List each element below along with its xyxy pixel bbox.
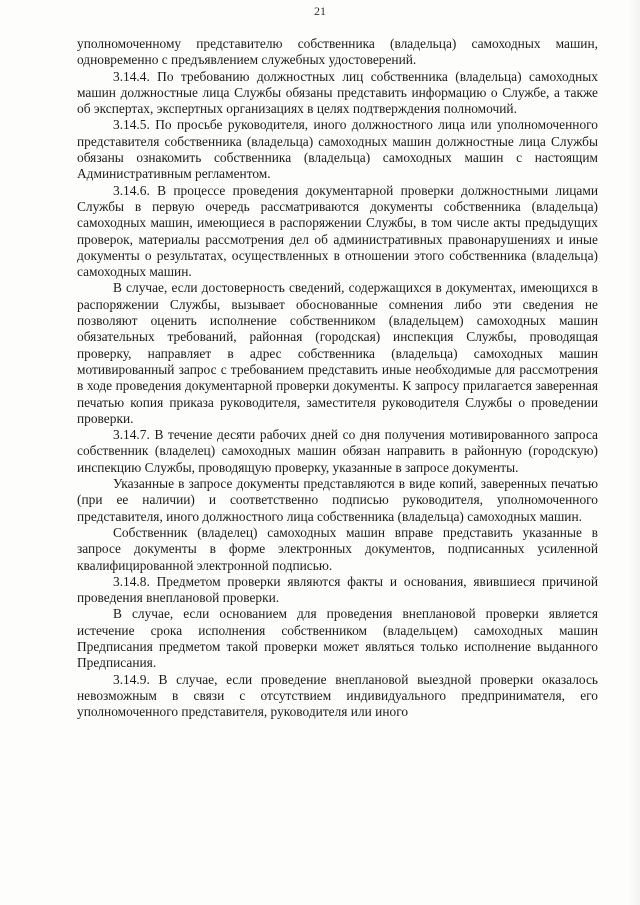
document-body: [77, 36, 598, 720]
paragraph-3-14-7-electronic: Собственник (владелец) самоходных машин вправе представить указанные в запросе документы в форме электронных документов, подписанных усиленной квалифицированной электронной подписью.: [77, 524, 598, 573]
scan-edge-shadow: [628, 0, 640, 905]
paragraph-continuation: уполномоченному представителю собственника (владельца) самоходных машин, одновременно с предъявлением служебных удостоверений.: [77, 36, 598, 68]
paragraph-3-14-9: 3.14.9. В случае, если проведение внеплановой выездной проверки оказалось невозможным в связи с отсутствием индивидуального предпринимателя, его уполномоченного представителя, руководителя или иного: [77, 671, 598, 720]
page-number: 21: [314, 4, 326, 18]
paragraph-3-14-8-case: В случае, если основанием для проведения внеплановой проверки является истечение срока исполнения собственником (владельцем) самоходных машин Предписания предметом такой проверки может являться только исполнение выданного Предписания.: [77, 606, 598, 671]
paragraph-3-14-7-copies: Указанные в запросе документы представляются в виде копий, заверенных печатью (при ее наличии) и соответственно подписью руководителя, уполномоченного представителя, иного должностного лица собственника (владельца) самоходных машин.: [77, 476, 598, 524]
paragraph-3-14-8: 3.14.8. Предметом проверки являются факты и основания, явившиеся причиной проведения внеплановой проверки.: [77, 573, 598, 606]
paragraph-3-14-6-case: В случае, если достоверность сведений, содержащихся в документах, имеющихся в распоряжении Службы, вызывает обоснованные сомнения либо эти сведения не позволяют оценить исполнение собственником (владельцем) самоходных машин обязательных требований, районная (городская) инспекция Службы, проводящая проверку, направляет в адрес собственника (владельца) самоходных машин мотивированный запрос с требованием представить иные необходимые для рассмотрения в ходе проведения документарной проверки документы. К запросу прилагается заверенная печатью копия приказа руководителя, заместителя руководителя Службы о проведении проверки.: [77, 280, 598, 426]
paragraph-3-14-5: 3.14.5. По просьбе руководителя, иного должностного лица или уполномоченного представителя собственника (владельца) самоходных машин должностные лица Службы обязаны ознакомить собственника (владельца) самоходных машин с настоящим Административным регламентом.: [77, 117, 598, 182]
paragraph-3-14-6: 3.14.6. В процессе проведения документарной проверки должностными лицами Службы в первую очередь рассматриваются документы собственника (владельца) самоходных машин, имеющиеся в распоряжении Службы, в том числе акты предыдущих проверок, материалы рассмотрения дел об административных правонарушениях и иные документы о результатах, осуществленных в отношении этого собственника (владельца) самоходных машин.: [77, 182, 598, 280]
paragraph-3-14-4: 3.14.4. По требованию должностных лиц собственника (владельца) самоходных машин должностные лица Службы обязаны представить информацию о Службе, а также об экспертах, экспертных организациях в целях подтверждения полномочий.: [77, 68, 598, 117]
paragraph-3-14-7: 3.14.7. В течение десяти рабочих дней со дня получения мотивированного запроса собственник (владелец) самоходных машин обязан направить в районную (городскую) инспекцию Службы, проводящую проверку, указанные в запросе документы.: [77, 427, 598, 475]
